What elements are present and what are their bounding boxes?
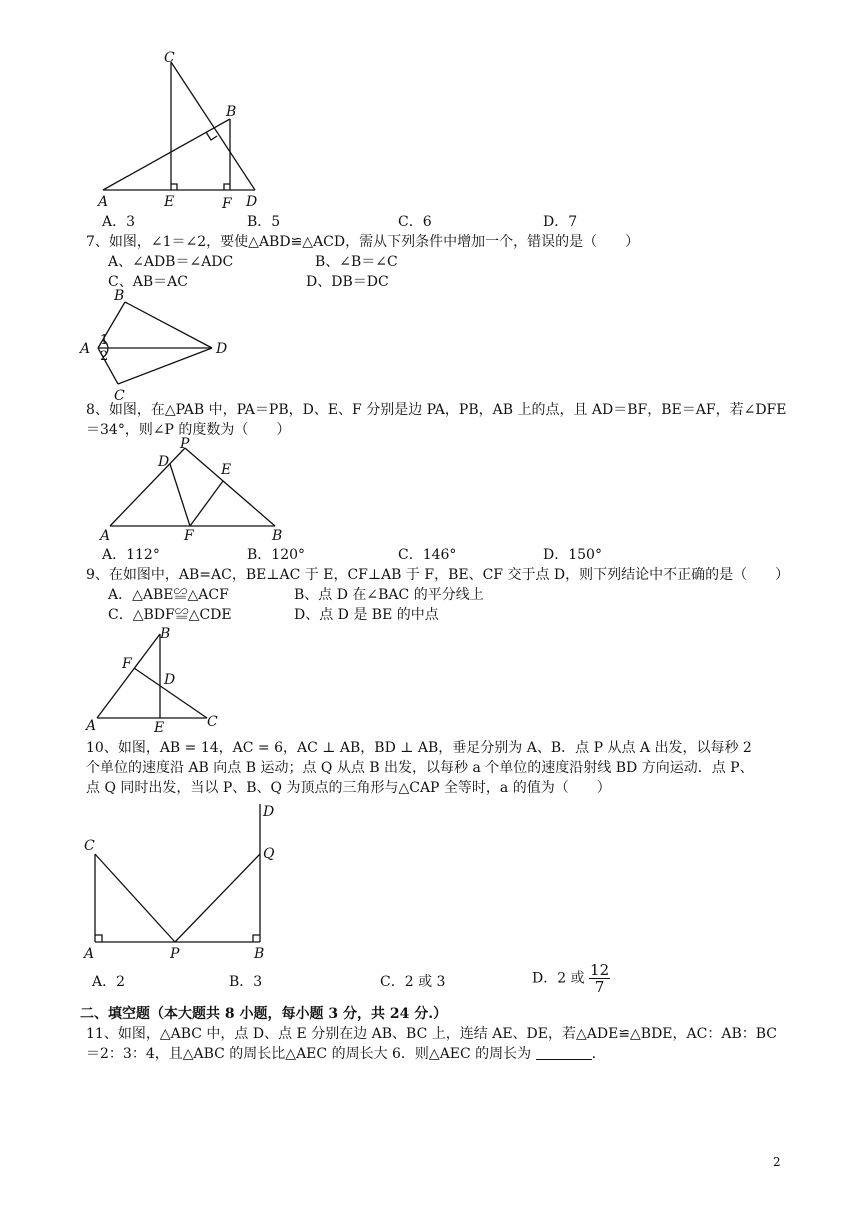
q9-option-d: D、点 D 是 BE 的中点: [294, 607, 439, 623]
q10-option-a: A．2: [92, 974, 126, 990]
q9-label-c: C: [207, 714, 218, 730]
q8-option-c: C．146°: [398, 547, 457, 563]
q10-label-c: C: [84, 838, 95, 854]
q11-line2-wrap: [86, 1044, 596, 1064]
q9-option-b: B、点 D 在∠BAC 的平分线上: [294, 587, 484, 603]
q11-answer-blank[interactable]: [536, 1045, 592, 1060]
q10-label-a: A: [84, 946, 95, 962]
q8-option-b: B．120°: [247, 547, 306, 563]
q8-stem-line1: 8、如图，在△PAB 中，PA＝PB，D、E、F 分别是边 PA，PB，AB 上的点，且 AD＝BF，BE＝AF，若∠DFE: [86, 402, 787, 418]
q7-label-d: D: [216, 341, 228, 357]
q10-label-q: Q: [263, 846, 275, 862]
q10-option-d-fraction: [589, 962, 610, 995]
q7-label-c: C: [114, 388, 125, 402]
q11-line1: 11、如图，△ABC 中，点 D、点 E 分别在边 AB、BC 上，连结 AE、DE，若△ADE≌△BDE，AC：AB：BC: [86, 1026, 778, 1042]
q7-option-a: A、∠ADB＝∠ADC: [108, 254, 234, 270]
q9-stem: 9、在如图中，AB=AC，BE⊥AC 于 E，CF⊥AB 于 F，BE、CF 交于点 D，则下列结论中不正确的是（ ）: [86, 567, 790, 583]
q8-option-a: A．112°: [102, 547, 160, 563]
q7-label-b: B: [114, 288, 125, 304]
q7-option-d: D、DB＝DC: [306, 274, 389, 290]
q10-label-d: D: [263, 804, 275, 820]
q10-label-p: P: [170, 946, 180, 962]
q6-option-a: A．3: [102, 214, 136, 230]
q10-frac-den: 7: [594, 978, 605, 996]
q6-label-f: F: [222, 196, 232, 212]
q10-label-b: B: [254, 946, 265, 962]
q11-line2: ＝2：3：4，且△ABC 的周长比△AEC 的周长大 6．则△AEC 的周长为: [86, 1046, 532, 1062]
q6-label-c: C: [164, 50, 175, 66]
q8-label-e: E: [221, 462, 232, 478]
q6-label-a: A: [98, 194, 109, 210]
q7-stem: 7、如图，∠1＝∠2，要使△ABD≌△ACD，需从下列条件中增加一个，错误的是（ ）: [86, 234, 640, 250]
q9-label-a: A: [86, 718, 97, 734]
q8-label-p: P: [180, 436, 190, 452]
section2-title: 二、填空题（本大题共 8 小题，每小题 3 分，共 24 分.）: [80, 1006, 448, 1022]
q6-option-d: D．7: [543, 214, 578, 230]
q7-label-2: 2: [100, 349, 109, 364]
q8-label-d: D: [158, 454, 170, 470]
q6-figure: [90, 48, 270, 213]
q7-option-c: C、AB＝AC: [108, 274, 188, 290]
q10-figure: [80, 802, 280, 964]
q8-label-f: F: [184, 528, 194, 544]
q10-option-c: C．2 或 3: [380, 974, 446, 990]
page-number: 2: [773, 1155, 781, 1169]
q6-option-b: B．5: [247, 214, 281, 230]
q10-option-d: [532, 962, 610, 995]
q10-option-b: B．3: [229, 974, 263, 990]
q9-label-f: F: [122, 656, 132, 672]
q9-label-b: B: [160, 626, 171, 642]
q8-label-b: B: [272, 528, 283, 544]
q8-option-d: D．150°: [543, 547, 602, 563]
q9-figure: [82, 622, 232, 734]
q7-label-a: A: [80, 341, 91, 357]
q6-label-e: E: [164, 194, 175, 210]
q10-stem-line2: 个单位的速度沿 AB 向点 B 运动；点 Q 从点 B 出发，以每秒 a 个单位的速度沿射线 BD 方向运动．点 P、: [86, 760, 754, 776]
q10-frac-num: 12: [590, 961, 610, 979]
q9-label-e: E: [154, 720, 165, 734]
q7-label-1: 1: [100, 333, 109, 348]
q8-figure: [92, 436, 292, 544]
q7-option-b: B、∠B＝∠C: [315, 254, 398, 270]
q8-label-a: A: [100, 528, 111, 544]
q6-label-b: B: [226, 104, 237, 120]
q9-option-a: A．△ABE≌△ACF: [108, 587, 229, 603]
q6-label-d: D: [246, 194, 258, 210]
q9-label-d: D: [164, 672, 176, 688]
q7-figure: [74, 286, 244, 402]
q10-stem-line1: 10、如图，AB = 14，AC = 6，AC ⊥ AB，BD ⊥ AB，垂足分别为 A、B．点 P 从点 A 出发，以每秒 2: [86, 740, 752, 756]
q10-option-d-text: D．2 或: [532, 970, 585, 987]
q10-stem-line3: 点 Q 同时出发，当以 P、B、Q 为顶点的三角形与△CAP 全等时，a 的值为（ ）: [86, 780, 611, 796]
q11-period: .: [591, 1046, 597, 1062]
q9-option-c: C．△BDF≌△CDE: [108, 607, 232, 623]
q8-stem-line2: ＝34°，则∠P 的度数为（ ）: [86, 422, 291, 438]
q6-option-c: C．6: [398, 214, 432, 230]
